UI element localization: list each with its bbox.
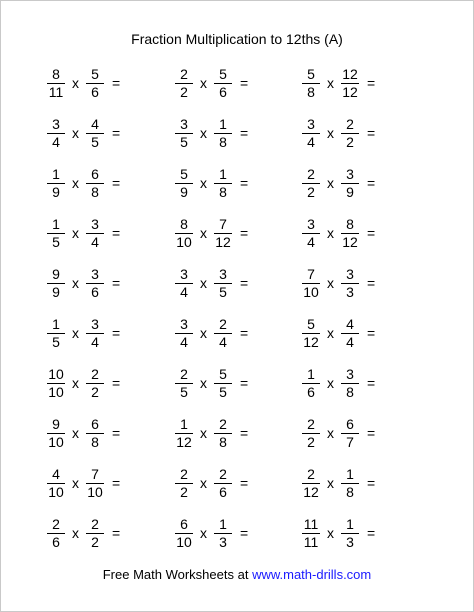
denominator: 8 bbox=[307, 83, 315, 100]
times-sign: x bbox=[200, 125, 207, 141]
fraction bbox=[175, 417, 193, 450]
fraction bbox=[175, 217, 193, 250]
denominator: 10 bbox=[176, 533, 192, 550]
times-sign: x bbox=[72, 325, 79, 341]
denominator: 2 bbox=[91, 533, 99, 550]
problem bbox=[47, 63, 120, 103]
denominator: 12 bbox=[342, 233, 358, 250]
fraction bbox=[302, 417, 320, 450]
numerator: 2 bbox=[47, 517, 65, 534]
fraction bbox=[47, 117, 65, 150]
numerator: 4 bbox=[86, 117, 104, 134]
fraction bbox=[214, 267, 232, 300]
problem bbox=[302, 163, 375, 203]
fraction bbox=[302, 267, 320, 300]
denominator: 12 bbox=[303, 483, 319, 500]
numerator: 1 bbox=[214, 517, 232, 534]
equals-sign: = bbox=[112, 375, 121, 391]
problem bbox=[302, 113, 375, 153]
denominator: 10 bbox=[48, 483, 64, 500]
equals-sign: = bbox=[367, 325, 376, 341]
fraction bbox=[86, 317, 104, 350]
denominator: 10 bbox=[48, 433, 64, 450]
denominator: 8 bbox=[91, 183, 99, 200]
fraction bbox=[341, 117, 359, 150]
denominator: 8 bbox=[346, 483, 354, 500]
denominator: 4 bbox=[52, 133, 60, 150]
numerator: 2 bbox=[302, 167, 320, 184]
denominator: 9 bbox=[52, 283, 60, 300]
equals-sign: = bbox=[367, 375, 376, 391]
denominator: 7 bbox=[346, 433, 354, 450]
numerator: 2 bbox=[175, 467, 193, 484]
denominator: 4 bbox=[91, 233, 99, 250]
denominator: 6 bbox=[91, 283, 99, 300]
denominator: 2 bbox=[91, 383, 99, 400]
numerator: 7 bbox=[214, 217, 232, 234]
times-sign: x bbox=[200, 175, 207, 191]
denominator: 10 bbox=[176, 233, 192, 250]
fraction bbox=[214, 167, 232, 200]
numerator: 2 bbox=[214, 417, 232, 434]
numerator: 6 bbox=[86, 417, 104, 434]
problem bbox=[302, 513, 375, 553]
problem bbox=[47, 313, 120, 353]
numerator: 3 bbox=[175, 317, 193, 334]
fraction bbox=[214, 467, 232, 500]
numerator: 3 bbox=[86, 267, 104, 284]
problem bbox=[175, 113, 248, 153]
times-sign: x bbox=[327, 425, 334, 441]
equals-sign: = bbox=[112, 75, 121, 91]
equals-sign: = bbox=[112, 475, 121, 491]
denominator: 5 bbox=[219, 383, 227, 400]
denominator: 5 bbox=[180, 133, 188, 150]
equals-sign: = bbox=[112, 275, 121, 291]
times-sign: x bbox=[200, 375, 207, 391]
denominator: 10 bbox=[87, 483, 103, 500]
fraction bbox=[86, 67, 104, 100]
equals-sign: = bbox=[240, 425, 249, 441]
problem bbox=[175, 363, 248, 403]
denominator: 6 bbox=[219, 483, 227, 500]
equals-sign: = bbox=[240, 225, 249, 241]
denominator: 3 bbox=[219, 533, 227, 550]
fraction bbox=[175, 117, 193, 150]
denominator: 12 bbox=[303, 333, 319, 350]
numerator: 9 bbox=[47, 417, 65, 434]
problem bbox=[47, 263, 120, 303]
fraction bbox=[47, 67, 65, 100]
times-sign: x bbox=[72, 525, 79, 541]
problem bbox=[175, 413, 248, 453]
denominator: 2 bbox=[307, 433, 315, 450]
problem bbox=[175, 63, 248, 103]
times-sign: x bbox=[72, 275, 79, 291]
fraction bbox=[341, 517, 359, 550]
fraction bbox=[47, 317, 65, 350]
equals-sign: = bbox=[367, 175, 376, 191]
numerator: 5 bbox=[86, 67, 104, 84]
times-sign: x bbox=[200, 75, 207, 91]
problem bbox=[175, 263, 248, 303]
equals-sign: = bbox=[240, 275, 249, 291]
problem bbox=[302, 263, 375, 303]
numerator: 8 bbox=[47, 67, 65, 84]
equals-sign: = bbox=[112, 125, 121, 141]
problem bbox=[175, 163, 248, 203]
problem bbox=[175, 463, 248, 503]
fraction bbox=[47, 167, 65, 200]
denominator: 4 bbox=[219, 333, 227, 350]
numerator: 1 bbox=[341, 517, 359, 534]
denominator: 3 bbox=[346, 283, 354, 300]
numerator: 3 bbox=[86, 217, 104, 234]
fraction bbox=[214, 117, 232, 150]
fraction bbox=[86, 367, 104, 400]
denominator: 6 bbox=[52, 533, 60, 550]
numerator: 6 bbox=[175, 517, 193, 534]
problem bbox=[47, 413, 120, 453]
equals-sign: = bbox=[112, 525, 121, 541]
numerator: 5 bbox=[214, 367, 232, 384]
numerator: 2 bbox=[214, 467, 232, 484]
numerator: 3 bbox=[86, 317, 104, 334]
times-sign: x bbox=[72, 225, 79, 241]
numerator: 2 bbox=[302, 417, 320, 434]
times-sign: x bbox=[327, 325, 334, 341]
denominator: 12 bbox=[176, 433, 192, 450]
numerator: 7 bbox=[302, 267, 320, 284]
numerator: 4 bbox=[341, 317, 359, 334]
fraction bbox=[175, 167, 193, 200]
equals-sign: = bbox=[367, 525, 376, 541]
numerator: 7 bbox=[86, 467, 104, 484]
denominator: 11 bbox=[303, 533, 319, 550]
denominator: 9 bbox=[52, 183, 60, 200]
numerator: 1 bbox=[47, 217, 65, 234]
denominator: 5 bbox=[219, 283, 227, 300]
denominator: 12 bbox=[215, 233, 231, 250]
denominator: 8 bbox=[346, 383, 354, 400]
numerator: 1 bbox=[214, 167, 232, 184]
numerator: 10 bbox=[48, 365, 64, 382]
times-sign: x bbox=[200, 275, 207, 291]
numerator: 2 bbox=[341, 117, 359, 134]
fraction bbox=[86, 517, 104, 550]
numerator: 3 bbox=[175, 267, 193, 284]
denominator: 2 bbox=[180, 483, 188, 500]
numerator: 2 bbox=[175, 67, 193, 84]
numerator: 6 bbox=[341, 417, 359, 434]
problem bbox=[175, 313, 248, 353]
times-sign: x bbox=[327, 75, 334, 91]
equals-sign: = bbox=[112, 225, 121, 241]
fraction bbox=[214, 367, 232, 400]
problem bbox=[302, 213, 375, 253]
denominator: 5 bbox=[180, 383, 188, 400]
denominator: 5 bbox=[91, 133, 99, 150]
equals-sign: = bbox=[240, 75, 249, 91]
fraction bbox=[214, 417, 232, 450]
fraction bbox=[302, 167, 320, 200]
footer-text: Free Math Worksheets at bbox=[102, 567, 253, 582]
equals-sign: = bbox=[367, 225, 376, 241]
equals-sign: = bbox=[367, 75, 376, 91]
fraction bbox=[175, 67, 193, 100]
denominator: 5 bbox=[52, 233, 60, 250]
equals-sign: = bbox=[112, 425, 121, 441]
fraction bbox=[214, 217, 232, 250]
times-sign: x bbox=[327, 175, 334, 191]
problem bbox=[302, 413, 375, 453]
equals-sign: = bbox=[240, 325, 249, 341]
denominator: 4 bbox=[180, 283, 188, 300]
times-sign: x bbox=[200, 425, 207, 441]
numerator: 3 bbox=[302, 117, 320, 134]
fraction bbox=[86, 217, 104, 250]
problem bbox=[47, 213, 120, 253]
problem bbox=[47, 513, 120, 553]
denominator: 4 bbox=[307, 133, 315, 150]
times-sign: x bbox=[72, 75, 79, 91]
times-sign: x bbox=[200, 325, 207, 341]
fraction bbox=[214, 517, 232, 550]
problem bbox=[47, 113, 120, 153]
problem bbox=[175, 213, 248, 253]
numerator: 1 bbox=[341, 467, 359, 484]
denominator: 2 bbox=[307, 183, 315, 200]
numerator: 1 bbox=[47, 167, 65, 184]
equals-sign: = bbox=[367, 475, 376, 491]
numerator: 1 bbox=[302, 367, 320, 384]
numerator: 1 bbox=[175, 417, 193, 434]
numerator: 5 bbox=[302, 67, 320, 84]
fraction bbox=[47, 267, 65, 300]
problem bbox=[47, 363, 120, 403]
equals-sign: = bbox=[367, 275, 376, 291]
numerator: 3 bbox=[341, 367, 359, 384]
equals-sign: = bbox=[240, 525, 249, 541]
denominator: 8 bbox=[91, 433, 99, 450]
times-sign: x bbox=[72, 175, 79, 191]
fraction bbox=[214, 317, 232, 350]
denominator: 6 bbox=[219, 83, 227, 100]
times-sign: x bbox=[72, 475, 79, 491]
fraction bbox=[302, 67, 320, 100]
fraction bbox=[86, 117, 104, 150]
equals-sign: = bbox=[240, 125, 249, 141]
numerator: 1 bbox=[214, 117, 232, 134]
times-sign: x bbox=[327, 375, 334, 391]
denominator: 9 bbox=[180, 183, 188, 200]
numerator: 3 bbox=[214, 267, 232, 284]
denominator: 3 bbox=[346, 533, 354, 550]
numerator: 4 bbox=[47, 467, 65, 484]
times-sign: x bbox=[327, 525, 334, 541]
denominator: 4 bbox=[91, 333, 99, 350]
denominator: 8 bbox=[219, 433, 227, 450]
denominator: 12 bbox=[342, 83, 358, 100]
fraction bbox=[47, 467, 65, 500]
problem bbox=[302, 63, 375, 103]
fraction bbox=[341, 167, 359, 200]
fraction bbox=[341, 217, 359, 250]
equals-sign: = bbox=[367, 425, 376, 441]
equals-sign: = bbox=[367, 125, 376, 141]
equals-sign: = bbox=[240, 175, 249, 191]
fraction bbox=[47, 217, 65, 250]
fraction bbox=[302, 117, 320, 150]
numerator: 2 bbox=[86, 367, 104, 384]
fraction bbox=[302, 317, 320, 350]
denominator: 2 bbox=[346, 133, 354, 150]
numerator: 5 bbox=[302, 317, 320, 334]
problem bbox=[302, 463, 375, 503]
times-sign: x bbox=[200, 225, 207, 241]
denominator: 2 bbox=[180, 83, 188, 100]
numerator: 11 bbox=[303, 515, 319, 532]
fraction bbox=[86, 167, 104, 200]
fraction bbox=[47, 517, 65, 550]
denominator: 5 bbox=[52, 333, 60, 350]
numerator: 2 bbox=[86, 517, 104, 534]
denominator: 9 bbox=[346, 183, 354, 200]
equals-sign: = bbox=[240, 475, 249, 491]
fraction bbox=[341, 67, 359, 100]
numerator: 6 bbox=[86, 167, 104, 184]
footer bbox=[1, 567, 473, 582]
numerator: 3 bbox=[175, 117, 193, 134]
fraction bbox=[47, 367, 65, 400]
fraction bbox=[302, 467, 320, 500]
numerator: 2 bbox=[302, 467, 320, 484]
numerator: 3 bbox=[47, 117, 65, 134]
fraction bbox=[47, 417, 65, 450]
numerator: 5 bbox=[214, 67, 232, 84]
fraction bbox=[302, 217, 320, 250]
times-sign: x bbox=[327, 225, 334, 241]
problem bbox=[175, 513, 248, 553]
fraction bbox=[341, 417, 359, 450]
denominator: 8 bbox=[219, 183, 227, 200]
times-sign: x bbox=[327, 275, 334, 291]
problem bbox=[302, 363, 375, 403]
denominator: 8 bbox=[219, 133, 227, 150]
numerator: 5 bbox=[175, 167, 193, 184]
footer-link[interactable]: www.math-drills.com bbox=[252, 567, 372, 582]
times-sign: x bbox=[72, 125, 79, 141]
worksheet-title: Fraction Multiplication to 12ths (A) bbox=[131, 31, 343, 47]
fraction bbox=[175, 317, 193, 350]
numerator: 12 bbox=[342, 65, 358, 82]
times-sign: x bbox=[200, 525, 207, 541]
problem bbox=[302, 313, 375, 353]
denominator: 6 bbox=[307, 383, 315, 400]
numerator: 3 bbox=[302, 217, 320, 234]
numerator: 2 bbox=[214, 317, 232, 334]
denominator: 10 bbox=[303, 283, 319, 300]
fraction bbox=[341, 267, 359, 300]
numerator: 3 bbox=[341, 267, 359, 284]
fraction bbox=[341, 467, 359, 500]
fraction bbox=[86, 267, 104, 300]
equals-sign: = bbox=[240, 375, 249, 391]
equals-sign: = bbox=[112, 325, 121, 341]
equals-sign: = bbox=[112, 175, 121, 191]
problem-grid bbox=[47, 63, 447, 563]
numerator: 2 bbox=[175, 367, 193, 384]
fraction bbox=[175, 517, 193, 550]
fraction bbox=[341, 367, 359, 400]
denominator: 4 bbox=[307, 233, 315, 250]
numerator: 1 bbox=[47, 317, 65, 334]
numerator: 8 bbox=[341, 217, 359, 234]
times-sign: x bbox=[200, 475, 207, 491]
denominator: 4 bbox=[346, 333, 354, 350]
times-sign: x bbox=[72, 375, 79, 391]
fraction bbox=[86, 467, 104, 500]
problem bbox=[47, 463, 120, 503]
fraction bbox=[175, 467, 193, 500]
fraction bbox=[175, 267, 193, 300]
fraction bbox=[214, 67, 232, 100]
fraction bbox=[341, 317, 359, 350]
numerator: 9 bbox=[47, 267, 65, 284]
numerator: 3 bbox=[341, 167, 359, 184]
times-sign: x bbox=[327, 125, 334, 141]
denominator: 10 bbox=[48, 383, 64, 400]
numerator: 8 bbox=[175, 217, 193, 234]
fraction bbox=[302, 517, 320, 550]
times-sign: x bbox=[72, 425, 79, 441]
denominator: 4 bbox=[180, 333, 188, 350]
times-sign: x bbox=[327, 475, 334, 491]
denominator: 6 bbox=[91, 83, 99, 100]
denominator: 11 bbox=[48, 83, 64, 100]
fraction bbox=[86, 417, 104, 450]
fraction bbox=[302, 367, 320, 400]
problem bbox=[47, 163, 120, 203]
fraction bbox=[175, 367, 193, 400]
